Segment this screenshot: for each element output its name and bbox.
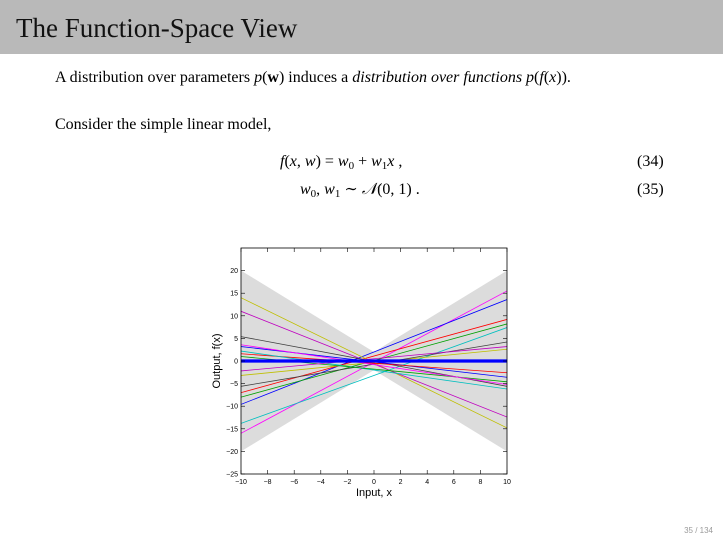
x-tick-label: 6	[451, 479, 456, 486]
x-tick-label: −8	[263, 479, 272, 486]
x-tick-label: −10	[235, 479, 247, 486]
math-p-w: p(w)	[254, 69, 285, 86]
intro-text-2: induces a	[284, 69, 353, 86]
x-tick-label: 4	[425, 479, 430, 486]
intro-text-1: A distribution over parameters	[55, 69, 255, 86]
title-bar	[0, 0, 723, 54]
y-tick-label: −15	[226, 426, 238, 434]
page-number: 35 / 134	[684, 526, 713, 535]
y-tick-label: −10	[226, 403, 238, 411]
x-tick-label: −4	[316, 479, 325, 486]
x-tick-label: 0	[372, 479, 376, 486]
y-tick-label: 15	[230, 290, 238, 298]
x-tick-label: 8	[478, 479, 483, 486]
intro-emphasis: distribution over functions	[352, 69, 523, 86]
intro-text-3: .	[566, 69, 571, 86]
equation-35: $w_0$, $w_1$ ∼ 𝒩(0, 1) .	[300, 181, 420, 200]
function-space-plot	[200, 240, 530, 502]
x-tick-label: 10	[503, 479, 511, 486]
equation-34: f(x, $w) = w_0 + w_1x$ ,	[280, 153, 403, 172]
y-tick-label: 20	[230, 268, 238, 276]
y-tick-label: −25	[226, 471, 238, 479]
y-tick-label: 5	[234, 335, 238, 343]
y-tick-label: −5	[230, 381, 238, 389]
y-tick-label: 0	[234, 358, 238, 366]
slide-title: The Function-Space View	[16, 13, 298, 43]
y-tick-label: −20	[226, 448, 238, 456]
y-tick-label: 10	[230, 313, 238, 321]
y-axis-label: Output, f(x)	[211, 333, 223, 389]
x-axis-label: Input, x	[355, 487, 393, 499]
equation-number-34: (34)	[637, 153, 664, 170]
equation-number-35: (35)	[637, 181, 664, 198]
intro-paragraph	[55, 68, 571, 88]
math-p-fx: p(f(x))	[526, 69, 567, 86]
model-paragraph: Consider the simple linear model,	[55, 116, 272, 133]
x-tick-label: −6	[290, 479, 299, 486]
x-tick-label: 2	[398, 479, 403, 486]
x-tick-label: −2	[343, 479, 352, 486]
